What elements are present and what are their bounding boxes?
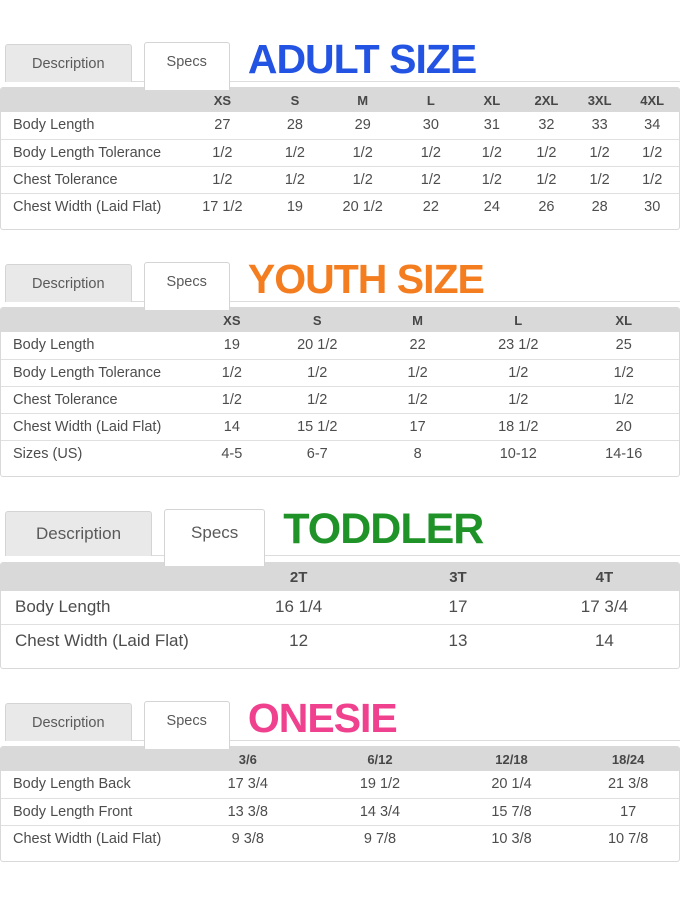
cell-value: 1/2 <box>196 386 267 413</box>
column-header-onesie-1: 6/12 <box>314 747 446 771</box>
cell-value: 15 1/2 <box>267 413 367 440</box>
row-label: Sizes (US) <box>1 440 196 467</box>
cell-value: 22 <box>409 337 426 354</box>
cell-value: 30 <box>625 193 679 220</box>
table-row <box>1 332 679 359</box>
spec-table-container-adult <box>0 87 680 230</box>
row-label: Body Length Tolerance <box>1 139 183 166</box>
cell-value: 1/2 <box>183 139 261 166</box>
table-row <box>1 193 679 220</box>
cell-value: 17 3/4 <box>227 776 268 793</box>
cell-value: 1/2 <box>367 359 468 386</box>
tab-description-toddler[interactable]: Description <box>5 511 152 556</box>
size-section-toddler <box>0 505 680 669</box>
column-header-onesie-2: 12/18 <box>446 747 578 771</box>
cell-value: 19 <box>261 193 328 220</box>
table-row <box>1 386 679 413</box>
table-row <box>1 825 679 852</box>
column-header-youth-2: M <box>367 308 468 332</box>
cell-value: 17 1/2 <box>183 193 261 220</box>
cell-value: 1/2 <box>574 139 626 166</box>
cell-value: 10 3/8 <box>446 825 578 852</box>
cell-value: 24 <box>465 193 519 220</box>
cell-value: 19 1/2 <box>359 776 401 793</box>
spec-table-toddler <box>1 563 679 657</box>
row-label: Chest Width (Laid Flat) <box>1 624 211 657</box>
table-row <box>1 771 679 798</box>
section-title-onesie: ONESIE <box>247 695 397 741</box>
cell-value: 1/2 <box>465 139 519 166</box>
cell-value: 1/2 <box>367 386 468 413</box>
cell-value: 20 <box>568 413 679 440</box>
column-header-youth-3: L <box>468 308 568 332</box>
cell-value: 33 <box>591 117 608 134</box>
cell-value: 16 1/4 <box>275 597 323 617</box>
cell-value: 1/2 <box>267 386 367 413</box>
cell-value: 19 <box>223 337 240 354</box>
cell-value: 1/2 <box>568 359 679 386</box>
tab-description-youth[interactable]: Description <box>5 264 132 302</box>
cell-value: 25 <box>615 337 632 354</box>
cell-value: 29 <box>354 117 371 134</box>
cell-value: 17 <box>577 798 679 825</box>
table-row <box>1 359 679 386</box>
size-section-youth <box>0 256 680 477</box>
table-row <box>1 112 679 139</box>
cell-value: 20 1/4 <box>491 776 532 793</box>
column-header-adult-2: M <box>328 88 396 112</box>
section-title-toddler: TODDLER <box>283 505 484 553</box>
tab-bar-toddler <box>5 505 680 556</box>
tab-description-onesie[interactable]: Description <box>5 703 132 741</box>
column-header-adult-3: L <box>397 88 465 112</box>
cell-value: 32 <box>538 117 555 134</box>
cell-value: 1/2 <box>328 139 396 166</box>
cell-value: 1/2 <box>397 139 465 166</box>
tab-bar-youth <box>5 256 680 302</box>
spec-table-adult <box>1 88 679 220</box>
cell-value: 20 1/2 <box>297 337 338 354</box>
cell-value: 1/2 <box>468 359 568 386</box>
cell-value: 21 3/8 <box>607 776 649 793</box>
cell-value: 28 <box>286 117 303 134</box>
cell-value: 30 <box>422 117 439 134</box>
row-label: Body Length <box>15 597 111 617</box>
tab-bar-adult <box>5 36 680 82</box>
tab-specs-onesie[interactable]: Specs <box>144 701 230 749</box>
row-label: Body Length <box>13 337 95 354</box>
cell-value: 1/2 <box>625 166 679 193</box>
table-row <box>1 440 679 467</box>
column-header-toddler-2: 4T <box>530 563 679 591</box>
tab-specs-youth[interactable]: Specs <box>144 262 230 310</box>
cell-value: 1/2 <box>574 166 626 193</box>
cell-value: 1/2 <box>328 166 396 193</box>
column-header-row <box>1 308 679 332</box>
cell-value: 26 <box>519 193 574 220</box>
tab-specs-adult[interactable]: Specs <box>144 42 230 90</box>
cell-value: 1/2 <box>397 166 465 193</box>
cell-value: 15 7/8 <box>446 798 578 825</box>
spec-table-container-onesie <box>0 746 680 862</box>
column-header-adult-7: 4XL <box>625 88 679 112</box>
tab-bar-onesie <box>5 695 680 741</box>
cell-value: 17 <box>448 597 468 617</box>
column-header-adult-5: 2XL <box>519 88 574 112</box>
cell-value: 1/2 <box>465 166 519 193</box>
row-label: Chest Tolerance <box>1 166 183 193</box>
cell-value: 4-5 <box>196 440 267 467</box>
cell-value: 20 1/2 <box>328 193 396 220</box>
column-header-row <box>1 88 679 112</box>
cell-value: 1/2 <box>568 386 679 413</box>
row-label: Body Length Tolerance <box>1 359 196 386</box>
cell-value: 1/2 <box>267 359 367 386</box>
column-header-adult-6: 3XL <box>574 88 626 112</box>
column-header-youth-4: XL <box>568 308 679 332</box>
cell-value: 13 3/8 <box>181 798 314 825</box>
cell-value: 8 <box>367 440 468 467</box>
cell-value: 1/2 <box>468 386 568 413</box>
cell-value: 23 1/2 <box>498 337 539 354</box>
column-header-row <box>1 563 679 591</box>
cell-value: 13 <box>386 624 530 657</box>
column-header-onesie-0: 3/6 <box>181 747 314 771</box>
cell-value: 17 <box>367 413 468 440</box>
column-header-onesie-3: 18/24 <box>577 747 679 771</box>
cell-value: 1/2 <box>183 166 261 193</box>
column-header-empty <box>1 747 181 771</box>
table-row <box>1 591 679 624</box>
tab-specs-toddler[interactable]: Specs <box>164 509 265 566</box>
cell-value: 22 <box>397 193 465 220</box>
row-label: Body Length <box>13 117 95 134</box>
cell-value: 14 <box>530 624 679 657</box>
column-header-adult-4: XL <box>465 88 519 112</box>
spec-table-youth <box>1 308 679 467</box>
cell-value: 14-16 <box>568 440 679 467</box>
column-header-adult-0: XS <box>183 88 261 112</box>
section-title-adult: ADULT SIZE <box>247 36 477 82</box>
cell-value: 9 7/8 <box>314 825 446 852</box>
row-label: Chest Tolerance <box>1 386 196 413</box>
cell-value: 34 <box>644 117 661 134</box>
spec-table-container-toddler <box>0 562 680 669</box>
cell-value: 1/2 <box>261 139 328 166</box>
table-row <box>1 166 679 193</box>
cell-value: 1/2 <box>519 139 574 166</box>
cell-value: 31 <box>483 117 500 134</box>
row-label: Chest Width (Laid Flat) <box>1 193 183 220</box>
cell-value: 1/2 <box>625 139 679 166</box>
cell-value: 1/2 <box>196 359 267 386</box>
column-header-toddler-1: 3T <box>386 563 530 591</box>
spec-table-onesie <box>1 747 679 852</box>
cell-value: 27 <box>214 117 231 134</box>
table-row <box>1 413 679 440</box>
row-label: Body Length Back <box>13 776 131 793</box>
column-header-empty <box>1 308 196 332</box>
column-header-toddler-0: 2T <box>211 563 386 591</box>
table-row <box>1 139 679 166</box>
column-header-empty <box>1 88 183 112</box>
tab-description-adult[interactable]: Description <box>5 44 132 82</box>
spec-table-container-youth <box>0 307 680 477</box>
size-section-onesie <box>0 695 680 862</box>
cell-value: 18 1/2 <box>468 413 568 440</box>
cell-value: 6-7 <box>267 440 367 467</box>
size-section-adult <box>0 36 680 230</box>
section-title-youth: YOUTH SIZE <box>247 256 484 302</box>
column-header-youth-0: XS <box>196 308 267 332</box>
table-row <box>1 798 679 825</box>
row-label: Chest Width (Laid Flat) <box>1 413 196 440</box>
column-header-empty <box>1 563 211 591</box>
cell-value: 14 <box>196 413 267 440</box>
cell-value: 28 <box>574 193 626 220</box>
column-header-adult-1: S <box>261 88 328 112</box>
table-row <box>1 624 679 657</box>
cell-value: 10 7/8 <box>577 825 679 852</box>
cell-value: 1/2 <box>261 166 328 193</box>
column-header-youth-1: S <box>267 308 367 332</box>
row-label: Body Length Front <box>1 798 181 825</box>
cell-value: 12 <box>211 624 386 657</box>
cell-value: 10-12 <box>468 440 568 467</box>
cell-value: 1/2 <box>519 166 574 193</box>
cell-value: 9 3/8 <box>181 825 314 852</box>
column-header-row <box>1 747 679 771</box>
cell-value: 14 3/4 <box>314 798 446 825</box>
cell-value: 17 3/4 <box>580 597 629 617</box>
row-label: Chest Width (Laid Flat) <box>1 825 181 852</box>
